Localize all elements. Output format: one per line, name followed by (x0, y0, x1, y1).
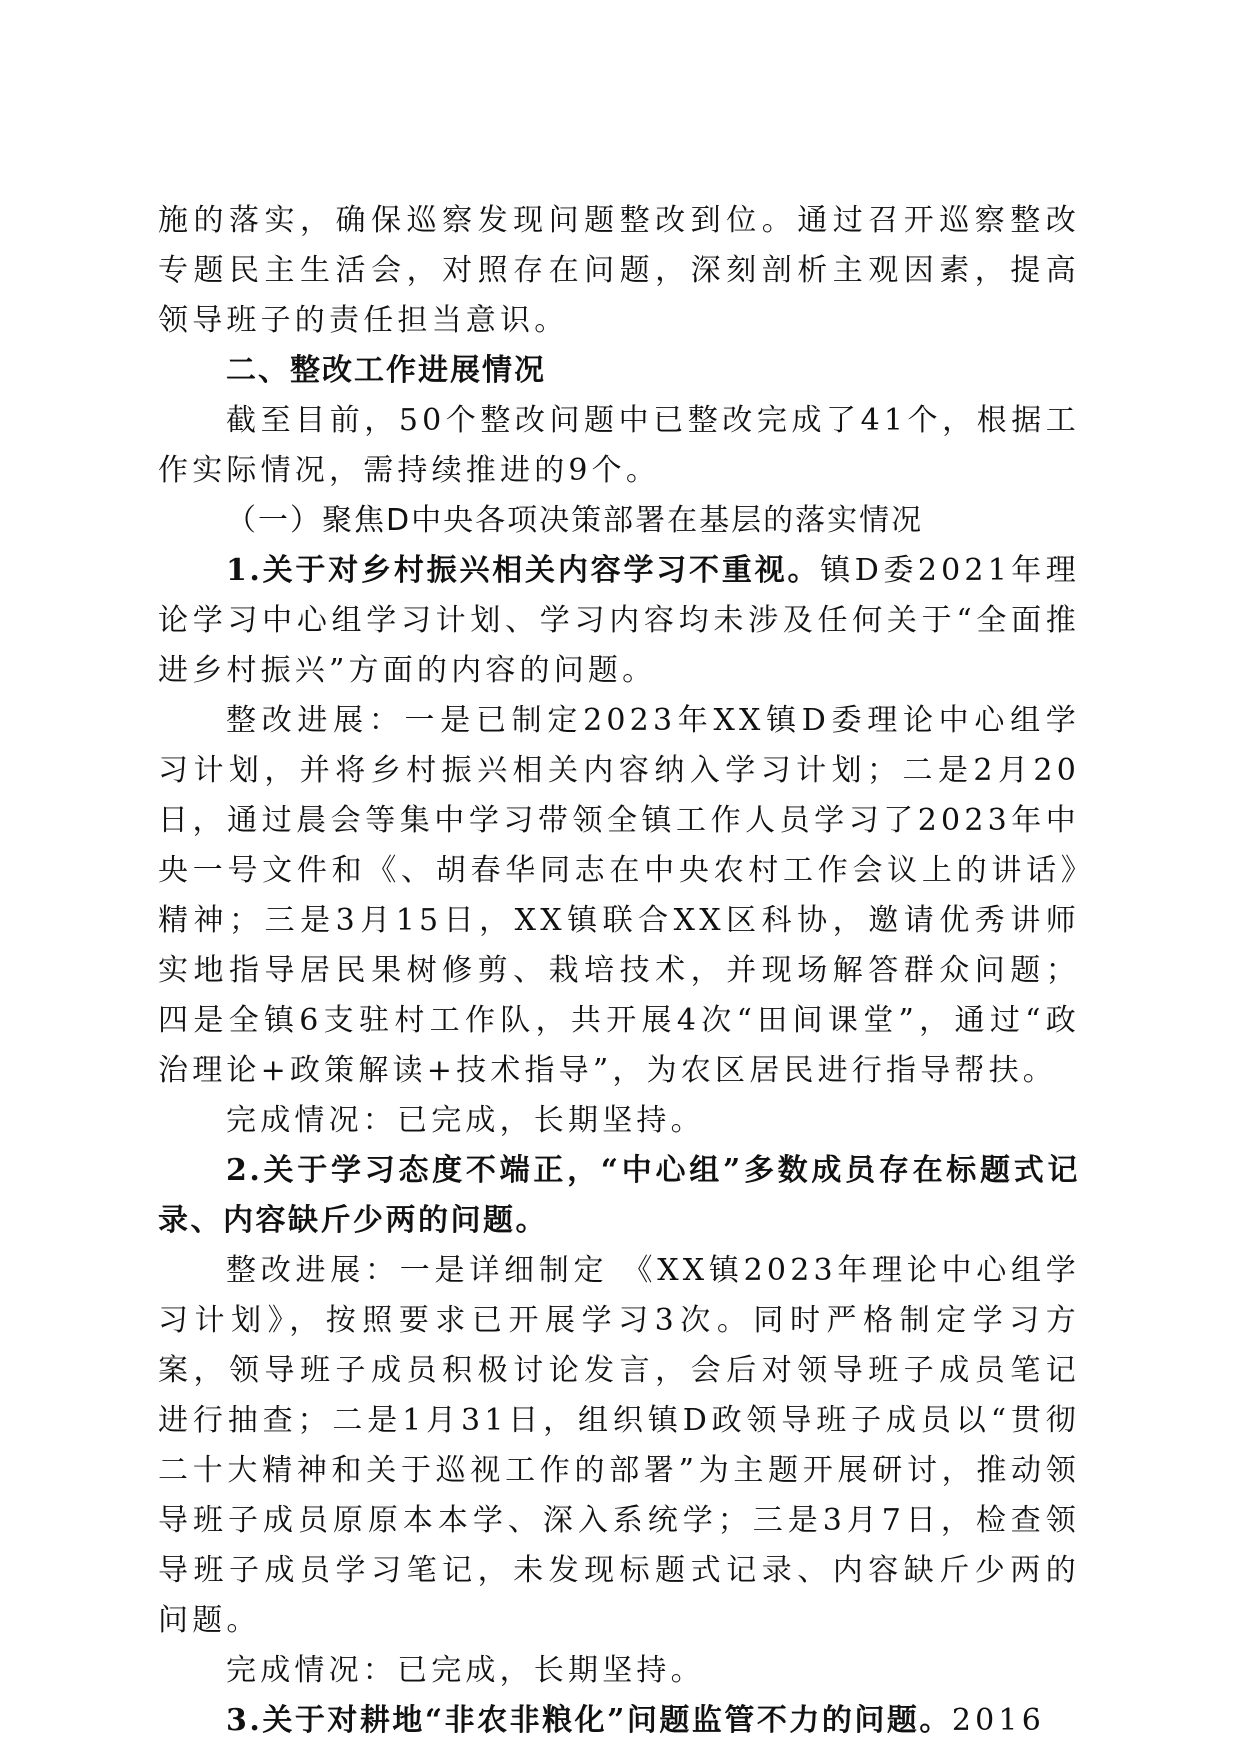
item-3-body: 2016 (951, 1703, 1045, 1738)
subsection-heading-1: （一）聚焦D中央各项决策部署在基层的落实情况 (226, 503, 924, 538)
item-1-body: 镇D委2021年理论学习中心组学习计划、学习内容均未涉及任何关于“全面推进乡村振兴”方面的内容的问题。 (158, 553, 1080, 688)
section-heading-progress: 二、整改工作进展情况 (226, 353, 546, 388)
item-1-progress: 整改进展：一是已制定2023年XX镇D委理论中心组学习计划，并将乡村振兴相关内容纳入学习计划；二是2月20日，通过晨会等集中学习带领全镇工作人员学习了2023年中央一号文件和《、胡春华同志在中央农村工作会议上的讲话》精神；三是3月15日，XX镇联合XX区科协，邀请优秀讲师实地指导居民果树修剪、栽培技术，并现场解答群众问题；四是全镇6支驻村工作队，共开展4次“田间课堂”，通过“政治理论+政策解读+技术指导”，为农区居民进行指导帮扶。 (158, 703, 1080, 1088)
item-1-status: 完成情况：已完成，长期坚持。 (226, 1103, 705, 1138)
item-3-title: 3.关于对耕地“非农非粮化”问题监管不力的问题。 (226, 1703, 952, 1738)
item-2-status: 完成情况：已完成，长期坚持。 (226, 1653, 705, 1688)
item-2-title: 2.关于学习态度不端正，“中心组”多数成员存在标题式记录、内容缺斤少两的问题。 (158, 1153, 1080, 1238)
document-body (158, 196, 1080, 1746)
item-1-paragraph (158, 546, 1080, 696)
item-3-paragraph (158, 1696, 1080, 1746)
item-1-title: 1.关于对乡村振兴相关内容学习不重视。 (226, 553, 821, 588)
item-2-progress: 整改进展：一是详细制定 《XX镇2023年理论中心组学习计划》，按照要求已开展学习3次。同时严格制定学习方案，领导班子成员积极讨论发言，会后对领导班子成员笔记进行抽查；二是1月31日，组织镇D政领导班子成员以“贯彻二十大精神和关于巡视工作的部署”为主题开展研讨，推动领导班子成员原原本本学、深入系统学；三是3月7日，检查领导班子成员学习笔记，未发现标题式记录、内容缺斤少两的问题。 (158, 1253, 1080, 1638)
intro-paragraph: 施的落实，确保巡察发现问题整改到位。通过召开巡察整改专题民主生活会，对照存在问题，深刻剖析主观因素，提高领导班子的责任担当意识。 (158, 203, 1080, 338)
summary-paragraph: 截至目前，50个整改问题中已整改完成了41个，根据工作实际情况，需持续推进的9个。 (158, 403, 1080, 488)
